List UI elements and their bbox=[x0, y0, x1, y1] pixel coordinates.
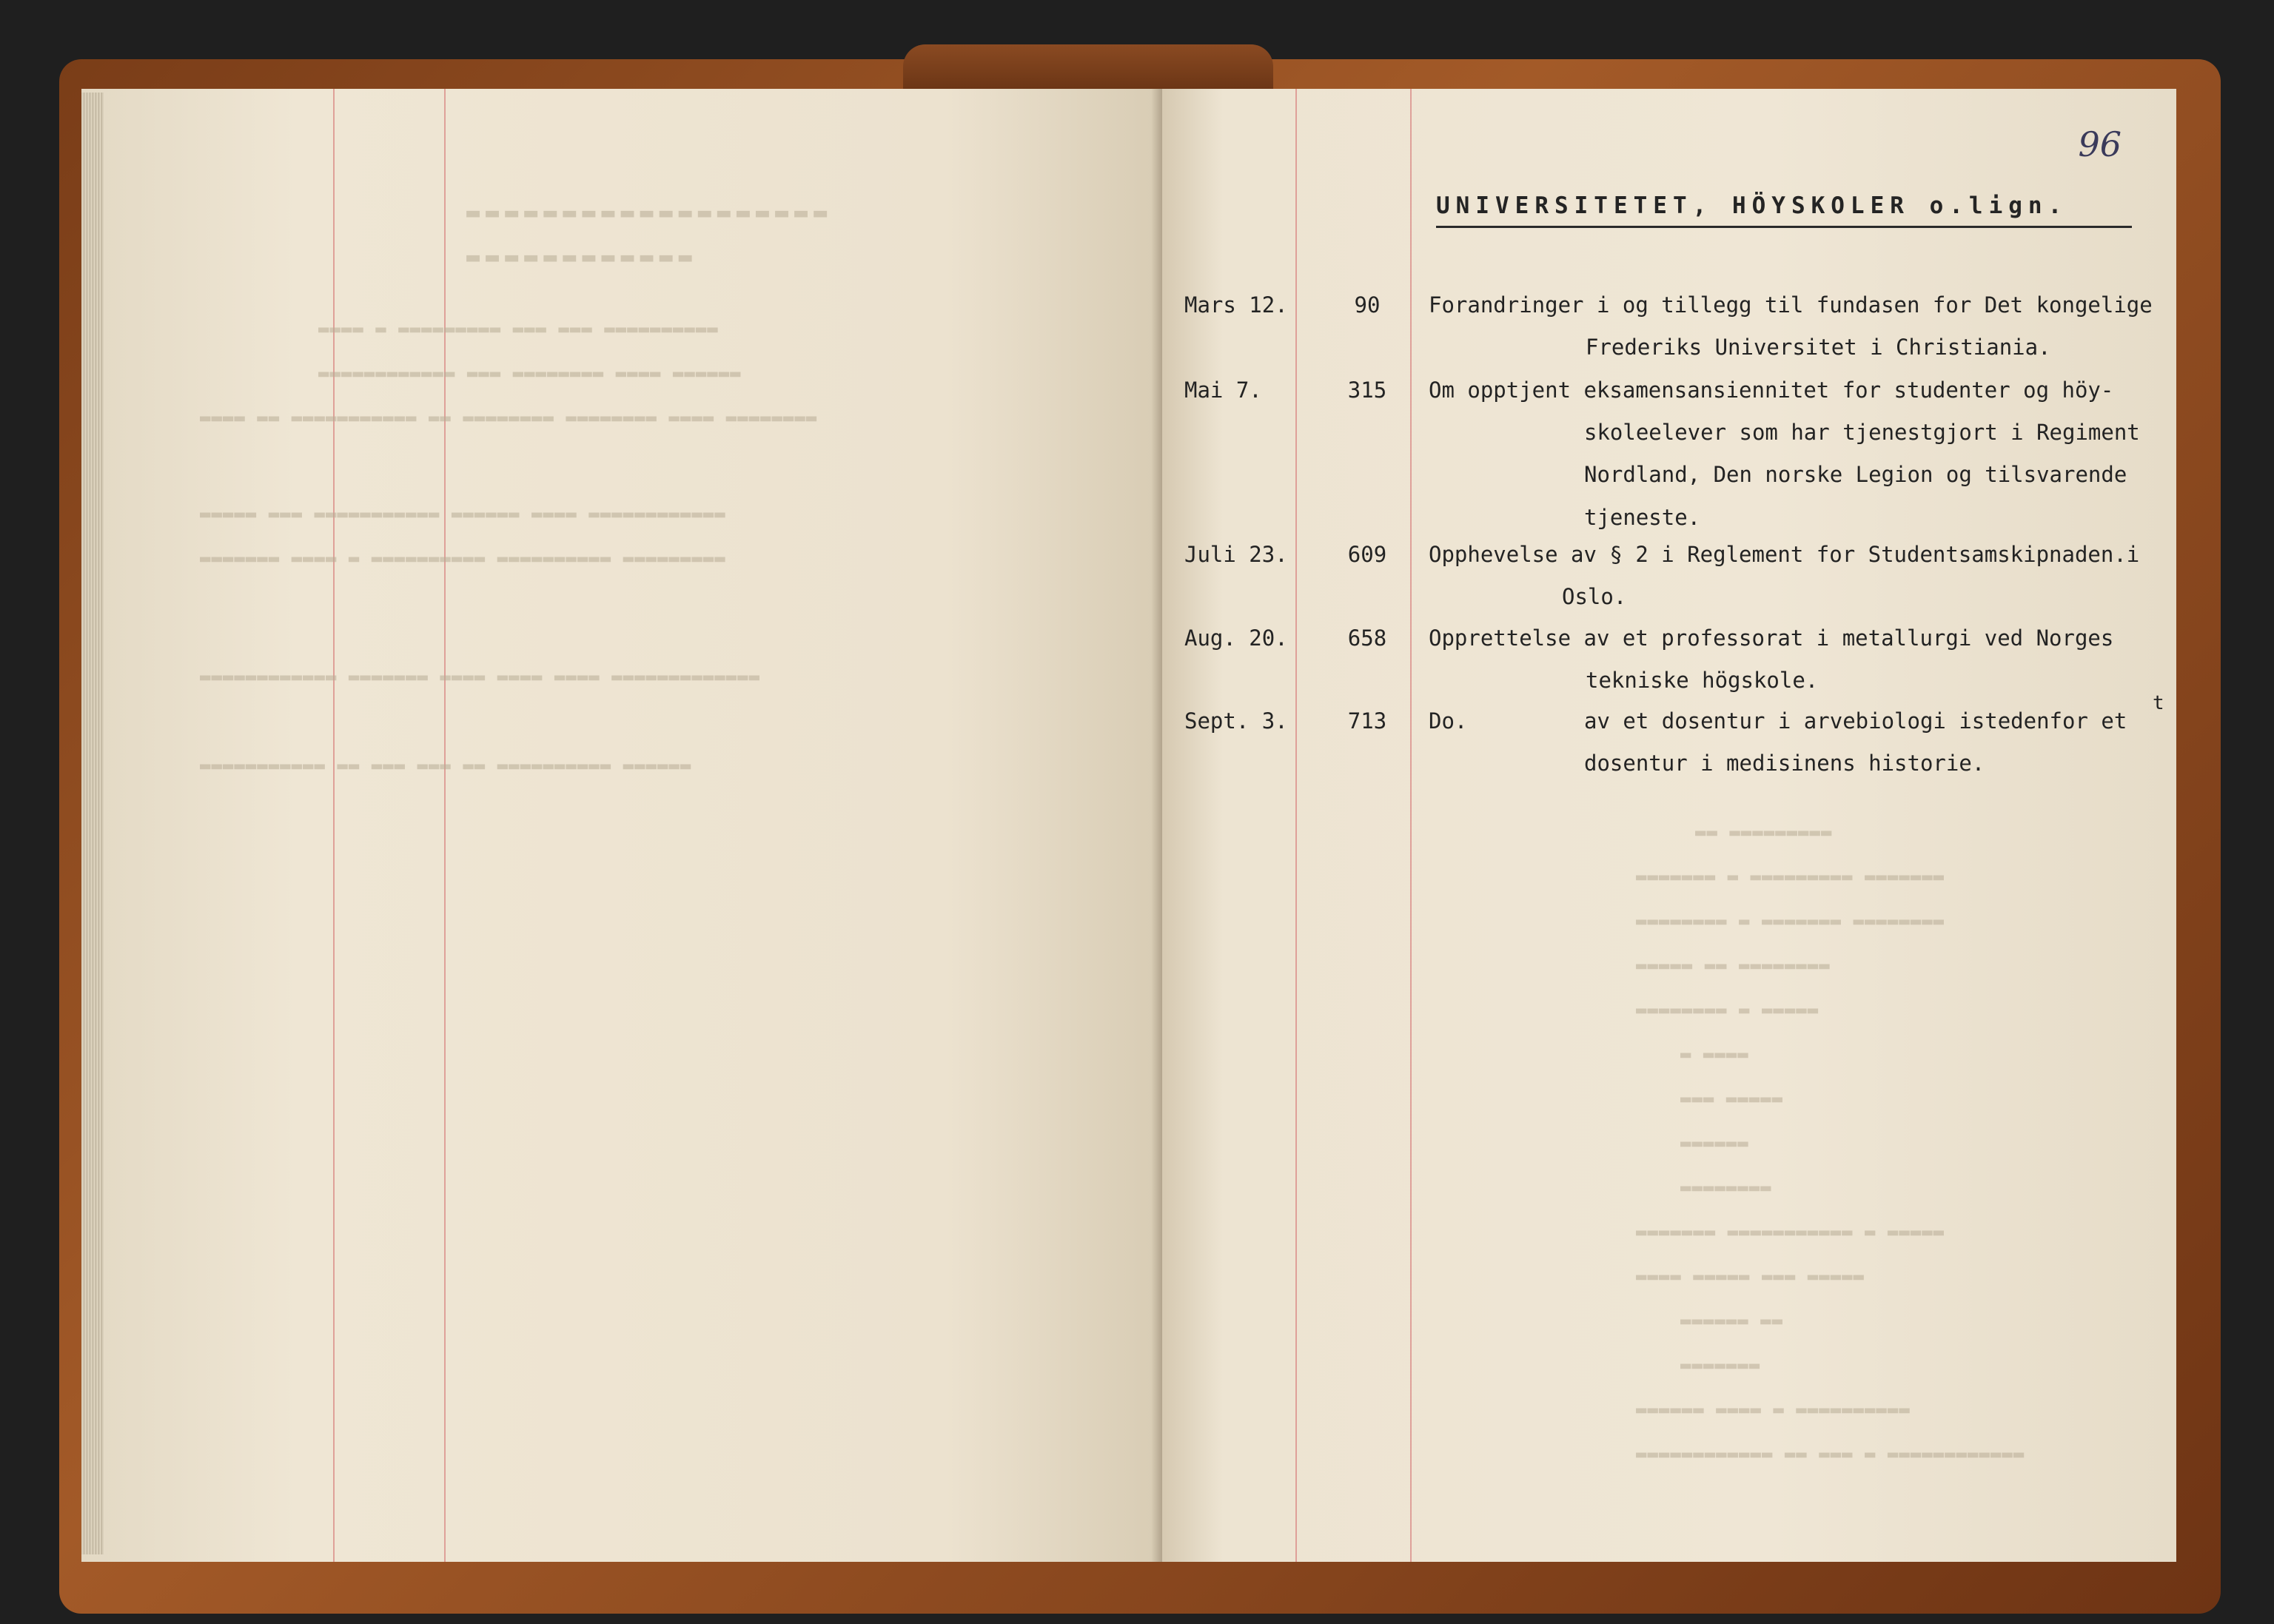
bleed-through-text: ▬▬▬▬▬▬ ▬▬▬▬ ▬ ▬▬▬▬▬▬▬▬▬▬ bbox=[1636, 1399, 1911, 1420]
left-margin-rule bbox=[444, 89, 446, 1562]
entry-number: 658 bbox=[1347, 625, 1387, 651]
entry-ditto-mark: Do. bbox=[1429, 708, 1468, 734]
page-edges bbox=[81, 93, 104, 1554]
entry-text-line: tekniske högskole. bbox=[1586, 668, 1819, 693]
entry-text-line: Nordland, Den norske Legion og tilsvarende bbox=[1584, 462, 2127, 487]
bleed-through-text: ▬▬▬▬▬▬▬▬▬▬▬▬ ▬▬▬▬▬▬▬ ▬▬▬▬ ▬▬▬▬ ▬▬▬▬ ▬▬▬▬▬▬▬▬▬▬▬▬▬ bbox=[200, 666, 761, 687]
bleed-through-text: ▬▬▬▬ ▬ ▬▬▬▬▬▬▬▬▬ ▬▬▬ ▬▬▬ ▬▬▬▬▬▬▬▬▬▬ bbox=[318, 318, 719, 339]
entry-text-line: tjeneste. bbox=[1584, 505, 1701, 530]
bleed-through-text: ▬▬▬▬▬▬▬▬▬▬▬ ▬▬ ▬▬▬ ▬▬▬ ▬▬ ▬▬▬▬▬▬▬▬▬▬ ▬▬▬▬▬▬ bbox=[200, 755, 692, 776]
entry-text-line: dosentur i medisinens historie. bbox=[1584, 751, 1985, 776]
bleed-through-text: ▬▬▬▬▬▬▬▬ ▬ ▬▬▬▬▬▬▬ ▬▬▬▬▬▬▬▬ bbox=[1636, 910, 1945, 931]
entry-text-line: Opprettelse av et professorat i metallurgi ved Norges bbox=[1429, 625, 2114, 651]
bleed-through-text: ▬▬▬▬▬▬▬▬ ▬ ▬▬▬▬▬ bbox=[1636, 999, 1819, 1020]
bleed-through-text: ▬▬▬▬▬▬▬ bbox=[1680, 1355, 1761, 1375]
margin-rule bbox=[1295, 89, 1297, 1562]
entry-date: Aug. 20. bbox=[1184, 625, 1288, 651]
margin-mark: t bbox=[2153, 692, 2164, 714]
bleed-through-text: ▬ ▬▬▬▬ bbox=[1680, 1044, 1749, 1064]
entry-text-line: Oslo. bbox=[1562, 584, 1627, 609]
bleed-through-heading: ▬▬▬▬▬▬▬▬▬▬▬▬▬▬▬▬▬▬▬ bbox=[466, 200, 834, 226]
bleed-through-text: ▬▬▬ ▬▬▬▬▬ bbox=[1680, 1088, 1784, 1109]
entry-number: 90 bbox=[1354, 292, 1381, 318]
bleed-through-text: ▬▬▬▬ ▬▬ ▬▬▬▬▬▬▬▬▬▬▬ ▬▬ ▬▬▬▬▬▬▬▬ ▬▬▬▬▬▬▬▬ ▬▬▬▬ ▬▬▬▬▬▬▬▬ bbox=[200, 407, 818, 428]
bleed-through-text: ▬▬▬▬▬▬▬▬ bbox=[1680, 1177, 1772, 1198]
left-margin-rule bbox=[333, 89, 335, 1562]
bleed-through-text: ▬▬▬▬▬▬▬ ▬▬▬▬▬▬▬▬▬▬▬ ▬ ▬▬▬▬▬ bbox=[1636, 1221, 1945, 1242]
heading-underline bbox=[1436, 226, 2132, 228]
bleed-through-text: ▬▬▬▬▬▬ bbox=[1680, 1133, 1749, 1153]
entry-number: 315 bbox=[1347, 378, 1387, 403]
bleed-through-text: ▬▬▬▬▬▬▬ ▬ ▬▬▬▬▬▬▬▬▬ ▬▬▬▬▬▬▬ bbox=[1636, 866, 1945, 887]
entry-date: Sept. 3. bbox=[1184, 708, 1288, 734]
entry-text-line: av et dosentur i arvebiologi istedenfor et bbox=[1584, 708, 2127, 734]
entry-text-line: Om opptjent eksamensansiennitet for studenter og höy- bbox=[1429, 378, 2114, 403]
entry-text-line: skoleelever som har tjenestgjort i Regiment bbox=[1584, 420, 2140, 445]
left-page bbox=[81, 89, 1162, 1562]
entry-date: Mai 7. bbox=[1184, 378, 1262, 403]
bleed-through-text: ▬▬▬▬▬▬ ▬▬ bbox=[1680, 1310, 1784, 1331]
bleed-through-heading: ▬▬▬▬▬▬▬▬▬▬▬▬ bbox=[466, 244, 698, 270]
section-heading: UNIVERSITETET, HÖYSKOLER o.lign. bbox=[1436, 192, 2068, 219]
bleed-through-text: ▬▬▬▬ ▬▬▬▬▬ ▬▬▬ ▬▬▬▬▬ bbox=[1636, 1266, 1865, 1286]
entry-date: Mars 12. bbox=[1184, 292, 1288, 318]
bleed-through-text: ▬▬▬▬▬▬▬ ▬▬▬▬ ▬ ▬▬▬▬▬▬▬▬▬▬ ▬▬▬▬▬▬▬▬▬▬ ▬▬▬▬▬▬▬▬▬ bbox=[200, 548, 726, 568]
page-number: 96 bbox=[2078, 124, 2122, 164]
entry-text-line: Frederiks Universitet i Christiania. bbox=[1586, 335, 2051, 360]
bleed-through-text: ▬▬▬▬▬▬▬▬▬▬▬▬ ▬▬▬ ▬▬▬▬▬▬▬▬ ▬▬▬▬ ▬▬▬▬▬▬ bbox=[318, 363, 742, 383]
entry-number: 713 bbox=[1347, 708, 1387, 734]
bleed-through-text: ▬▬▬▬▬ ▬▬▬ ▬▬▬▬▬▬▬▬▬▬▬ ▬▬▬▬▬▬ ▬▬▬▬ ▬▬▬▬▬▬▬▬▬▬▬▬ bbox=[200, 503, 726, 524]
entry-text-line: Opphevelse av § 2 i Reglement for Studentsamskipnaden.i bbox=[1429, 542, 2140, 567]
bleed-through-text: ▬▬ ▬▬▬▬▬▬▬▬▬ bbox=[1695, 822, 1833, 842]
entry-number: 609 bbox=[1347, 542, 1387, 567]
entry-text-line: Forandringer i og tillegg til fundasen for Det kongelige bbox=[1429, 292, 2153, 318]
bleed-through-text: ▬▬▬▬▬ ▬▬ ▬▬▬▬▬▬▬▬ bbox=[1636, 955, 1831, 976]
bleed-through-text: ▬▬▬▬▬▬▬▬▬▬▬▬ ▬▬ ▬▬▬ ▬ ▬▬▬▬▬▬▬▬▬▬▬▬ bbox=[1636, 1443, 2025, 1464]
entry-date: Juli 23. bbox=[1184, 542, 1288, 567]
right-page bbox=[1162, 89, 2176, 1562]
